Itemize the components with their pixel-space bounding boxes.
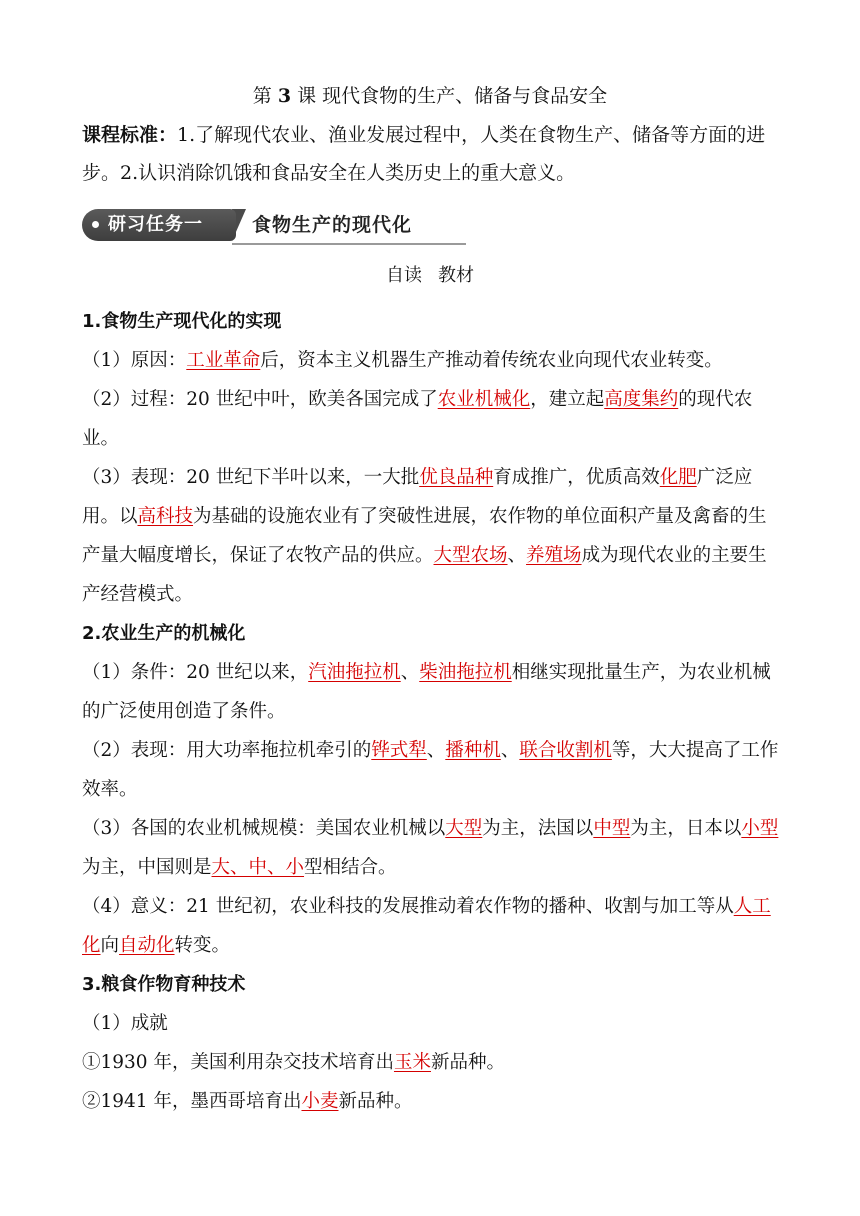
- paragraph-1-2: （2）过程：20 世纪中叶，欧美各国完成了农业机械化，建立起高度集约的现代农业。: [82, 389, 753, 449]
- answer-blank: 大型: [445, 818, 483, 839]
- bullet-dot-icon: [92, 221, 99, 228]
- paragraph-1-3: （3）表现：20 世纪下半叶以来，一大批优良品种育成推广，优质高效化肥广泛应用。以高科技为基础的设施农业有了突破性进展，农作物的单位面积产量及禽畜的生产量大幅度增长，保证了农牧产品的供应。大型农场、养殖场成为现代农业的主要生产经营模式。: [82, 467, 767, 605]
- standard-text: 1.了解现代农业、渔业发展过程中，人类在食物生产、储备等方面的进步。2.认识消除饥饿和食品安全在人类历史上的重大意义。: [82, 124, 766, 184]
- answer-blank: 小麦: [301, 1091, 339, 1112]
- answer-blank: 玉米: [393, 1052, 431, 1073]
- section-heading-1: 1.食物生产现代化的实现: [82, 311, 282, 332]
- banner-underline: [232, 243, 466, 245]
- subhead-self-read: 自读: [386, 265, 422, 286]
- title-prefix: 第: [252, 85, 272, 107]
- answer-blank: 柴油拖拉机: [419, 662, 512, 683]
- paragraph-2-1: （1）条件：20 世纪以来，汽油拖拉机、柴油拖拉机相继实现批量生产，为农业机械的广泛使用创造了条件。: [82, 662, 771, 722]
- answer-blank: 联合收割机: [519, 740, 612, 761]
- section-heading-3: 3.粮食作物育种技术: [82, 974, 246, 995]
- reading-subhead: [0, 262, 860, 290]
- task-banner: [82, 206, 466, 246]
- answer-blank: 高度集约: [604, 389, 679, 410]
- answer-blank: 农业机械化: [437, 389, 531, 410]
- answer-blank: 优良品种: [419, 467, 494, 488]
- title-number: 3: [277, 85, 292, 107]
- answer-blank: 铧式犁: [371, 740, 427, 761]
- answer-blank: 大型农场: [433, 545, 508, 566]
- section-heading-2: 2.农业生产的机械化: [82, 623, 246, 644]
- answer-blank: 播种机: [445, 740, 501, 761]
- answer-blank: 汽油拖拉机: [308, 662, 401, 683]
- paragraph-3-2: ①1930 年，美国利用杂交技术培育出玉米新品种。: [82, 1052, 505, 1073]
- answer-blank: 化肥: [659, 467, 697, 488]
- lesson-title: [0, 82, 860, 110]
- paragraph-3-1: （1）成就: [82, 1013, 168, 1034]
- answer-blank: 工业革命: [186, 350, 261, 371]
- banner-title: 食物生产的现代化: [252, 214, 413, 236]
- answer-blank: 高科技: [137, 506, 194, 527]
- answer-blank: 人工化: [82, 896, 771, 956]
- content-body: [82, 302, 782, 1121]
- paragraph-1-1: （1）原因：工业革命后，资本主义机器生产推动着传统农业向现代农业转变。: [82, 350, 723, 371]
- paragraph-2-2: （2）表现：用大功率拖拉机牵引的铧式犁、播种机、联合收割机等，大大提高了工作效率。: [82, 740, 779, 800]
- answer-blank: 大、中、小: [211, 857, 305, 878]
- paragraph-2-4: （4）意义：21 世纪初，农业科技的发展推动着农作物的播种、收割与加工等从人工化向自动化转变。: [82, 896, 771, 956]
- title-text: 课 现代食物的生产、储备与食品安全: [297, 85, 608, 107]
- answer-blank: 中型: [593, 818, 631, 839]
- banner-tag: [82, 209, 236, 241]
- subhead-textbook: 教材: [438, 265, 474, 286]
- paragraph-2-3: （3）各国的农业机械规模：美国农业机械以大型为主，法国以中型为主，日本以小型为主，中国则是大、中、小型相结合。: [82, 818, 779, 878]
- banner-tag-label: 研习任务一: [108, 214, 203, 235]
- paragraph-3-3: ②1941 年，墨西哥培育出小麦新品种。: [82, 1091, 413, 1112]
- answer-blank: 养殖场: [526, 545, 582, 566]
- answer-blank: 小型: [741, 818, 779, 839]
- course-standard: [82, 116, 782, 192]
- answer-blank: 自动化: [119, 935, 175, 956]
- standard-label: 课程标准：: [82, 124, 178, 146]
